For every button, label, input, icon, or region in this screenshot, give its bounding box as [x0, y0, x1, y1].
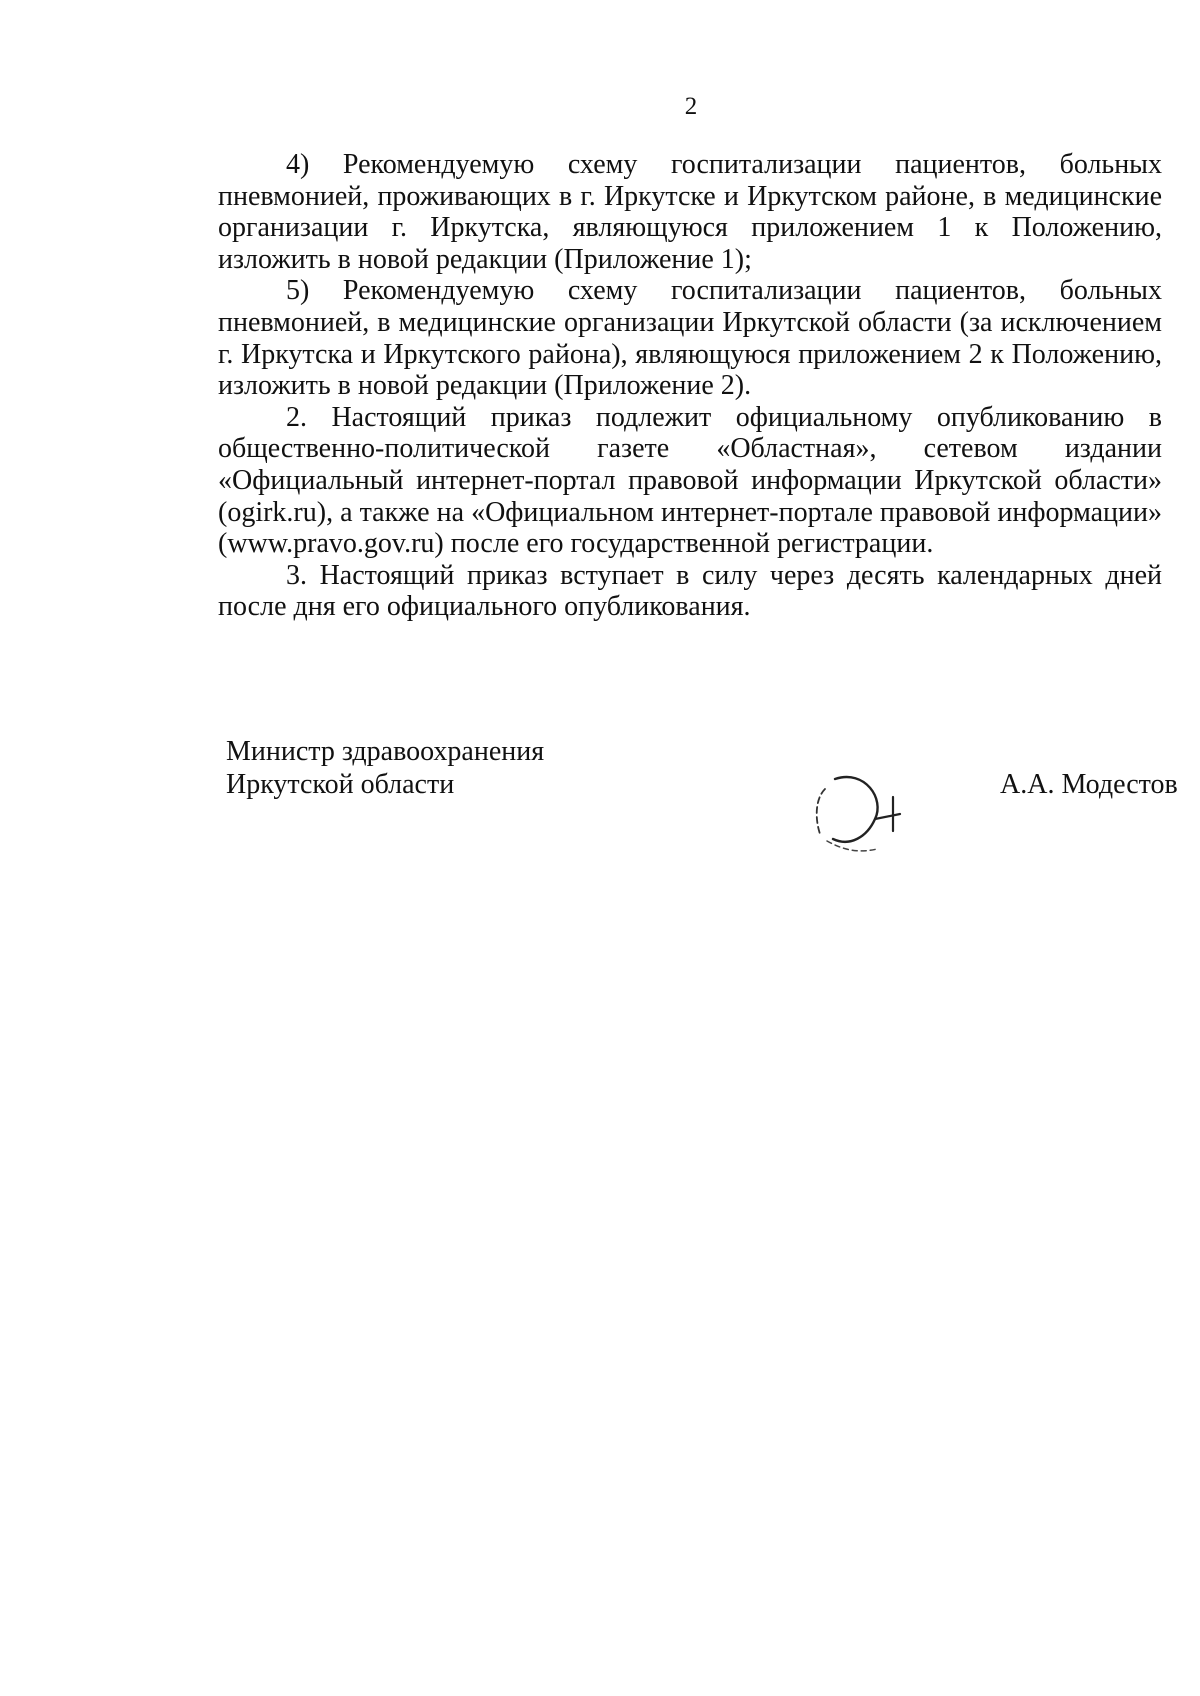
paragraph-item-4: 4) Рекомендуемую схему госпитализации пациентов, больных пневмонией, проживающих в г. Иркутске и Иркутском районе, в медицинские организации г. Иркутска, являющуюся приложением 1 к Положению, изложить в новой редакции (Приложение 1);	[218, 149, 1162, 275]
page-number: 2	[684, 93, 698, 120]
signer-title-line-2: Иркутской области	[226, 769, 455, 800]
document-body	[218, 149, 1162, 623]
signature-block	[0, 735, 1200, 875]
signer-name: А.А. Модестов	[1000, 769, 1178, 800]
signer-title-line-1: Министр здравоохранения	[226, 736, 545, 767]
handwritten-signature	[805, 759, 925, 879]
signer-title	[226, 735, 646, 801]
paragraph-item-5: 5) Рекомендуемую схему госпитализации пациентов, больных пневмонией, в медицинские организации Иркутской области (за исключением г. Иркутска и Иркутского района), являющуюся приложением 2 к Положению, изложить в новой редакции (Приложение 2).	[218, 275, 1162, 402]
paragraph-effective-date: 3. Настоящий приказ вступает в силу через десять календарных дней после дня его официального опубликования.	[218, 559, 1162, 623]
paragraph-publication: 2. Настоящий приказ подлежит официальному опубликованию в общественно-политической газете «Областная», сетевом издании «Официальный интернет-портал правовой информации Иркутской области» (ogirk.ru), а также на «Официальном интернет-портале правовой информации» (www.pravo.gov.ru) после его государственной регистрации.	[218, 401, 1162, 560]
